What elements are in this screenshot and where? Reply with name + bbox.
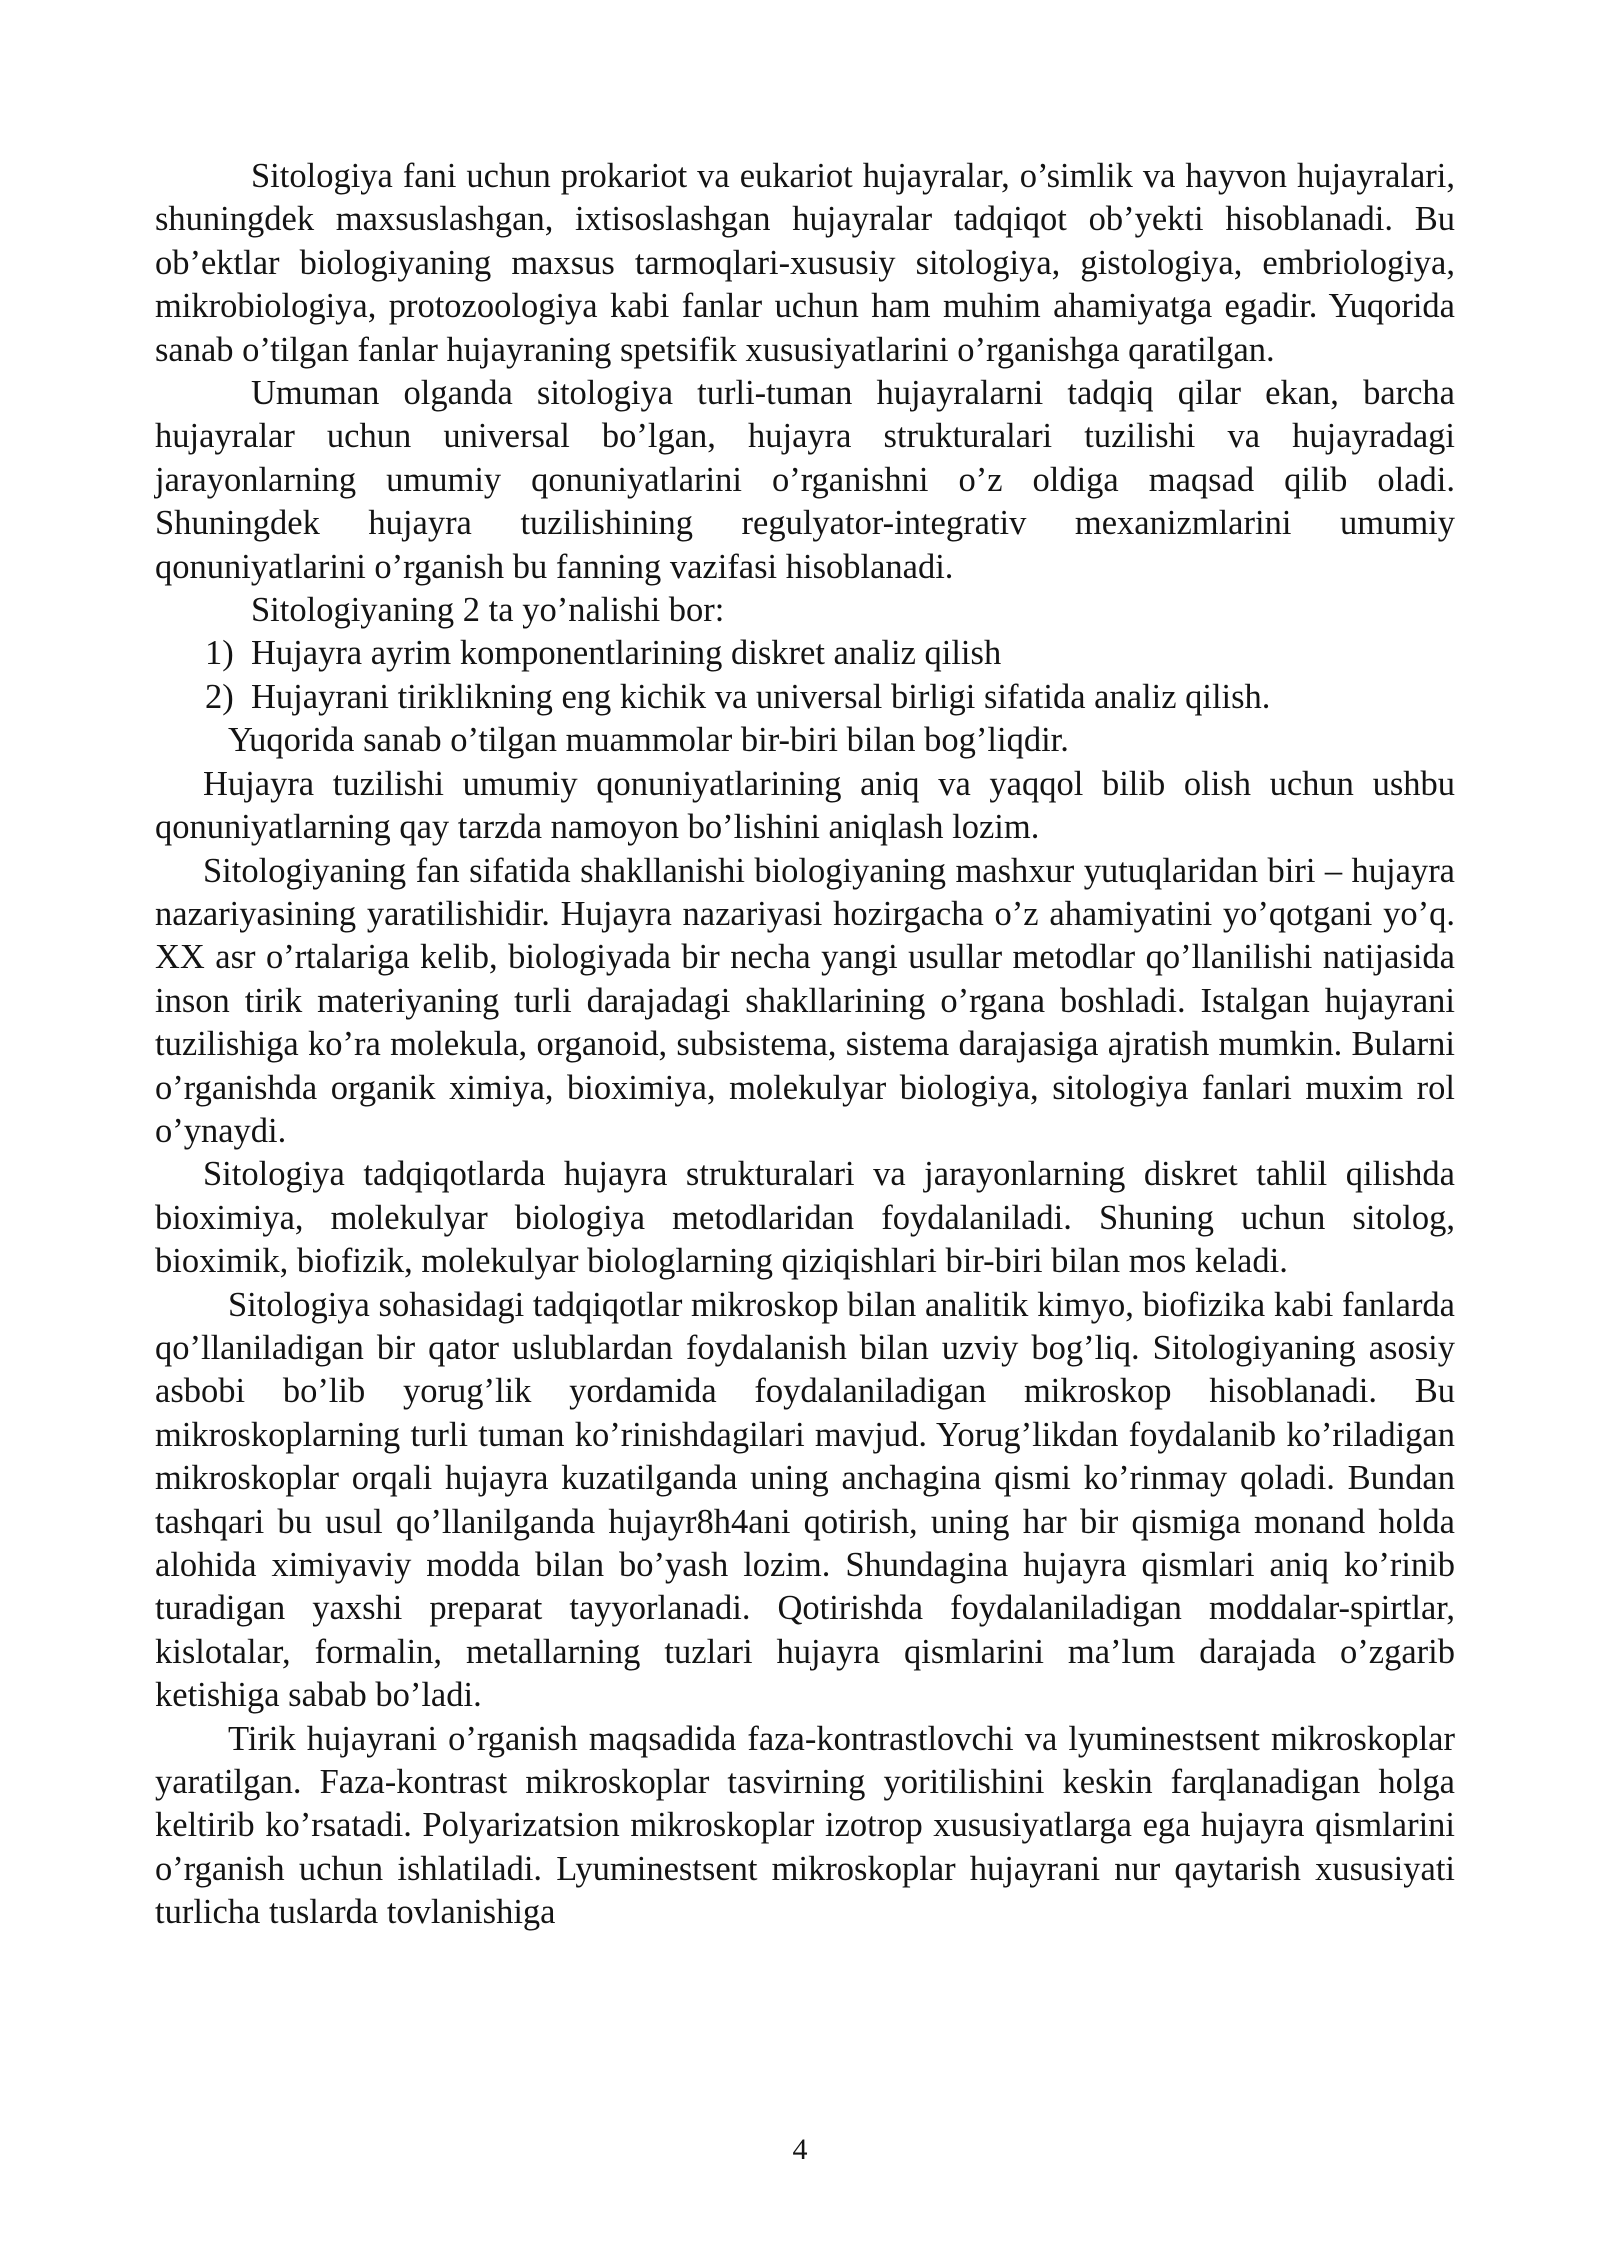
page-number: 4 bbox=[792, 2133, 808, 2166]
paragraph-general-laws: Umuman olganda sitologiya turli-tuman hujayralarni tadqiq qilar ekan, barcha hujayralar uchun universal bo’lgan, hujayra strukturalari tuzilishi va hujayradagi jarayonlarning umumiy qonuniyatlarini o’rganishni o’z oldiga maqsad qilib oladi. Shuningdek hujayra tuzilishining regulyator-integrativ mexanizmlarini umumiy qonuniyatlarini o’rganish bu fanning vazifasi hisoblanadi. bbox=[155, 374, 1455, 586]
paragraph-cell-structure-laws: Hujayra tuzilishi umumiy qonuniyatlarining aniq va yaqqol bilib olish uchun ushbu qonuniyatlarning qay tarzda namoyon bo’lishini aniqlash lozim. bbox=[155, 764, 1455, 847]
paragraph-sitologiya-objects: Sitologiya fani uchun prokariot va eukariot hujayralar, o’simlik va hayvon hujayralari, shuningdek maxsuslashgan, ixtisoslashgan hujayralar tadqiqot ob’yekti hisoblanadi. Bu ob’ektlar biologiyaning maxsus tarmoqlari-xususiy sitologiya, gistologiya, embriologiya, mikrobiologiya, protozoologiya kabi fanlar uchun ham muhim ahamiyatga egadir. Yuqorida sanab o’tilgan fanlar hujayraning spetsifik xususiyatlarini o’rganishga qaratilgan. bbox=[155, 157, 1455, 369]
document-page bbox=[155, 155, 1455, 1935]
paragraph-microscope: Sitologiya sohasidagi tadqiqotlar mikroskop bilan analitik kimyo, biofizika kabi fanlarda qo’llaniladigan bir qator uslublardan foydalanish bilan uzviy bog’liq. Sitologiyaning asosiy asbobi bo’lib yorug’lik yordamida foydalaniladigan mikroskop hisoblanadi. Bu mikroskoplarning turli tuman ko’rinishdagilari mavjud. Yorug’likdan foydalanib ko’riladigan mikroskoplar orqali hujayra kuzatilganda uning anchagina qismi ko’rinmay qoladi. Bundan tashqari bu usul qo’llanilganda hujayr8h4ani qotirish, uning har bir qismiga monand holda alohida ximiyaviy modda bilan bo’yash lozim. Shundagina hujayra qismlari aniq ko’rinib turadigan yaxshi preparat tayyorlanadi. Qotirishda foydalaniladigan moddalar-spirtlar, kislotalar, formalin, metallarning tuzlari hujayra qismlarini ma’lum darajada o’zgarib ketishiga sabab bo’ladi. bbox=[155, 1285, 1455, 1715]
list-item bbox=[155, 676, 1455, 719]
list-text: Hujayrani tiriklikning eng kichik va universal birligi sifatida analiz qilish. bbox=[251, 677, 1271, 716]
paragraph-directions-intro: Sitologiyaning 2 ta yo’nalishi bor: bbox=[251, 591, 725, 630]
paragraph-living-cell: Tirik hujayrani o’rganish maqsadida faza-kontrastlovchi va lyuminestsent mikroskoplar yaratilgan. Faza-kontrast mikroskoplar tasvirning yoritilishini keskin farqlanadigan holga keltirib ko’rsatadi. Polyarizatsion mikroskoplar izotrop xususiyatlarga ega hujayra qismlarini o’rganish uchun ishlatiladi. Lyuminestsent mikroskoplar hujayrani nur qaytarish xususiyati turlicha tuslarda tovlanishiga bbox=[155, 1719, 1455, 1932]
paragraph-research-methods: Sitologiya tadqiqotlarda hujayra strukturalari va jarayonlarning diskret tahlil qilishda bioximiya, molekulyar biologiya metodlaridan foydalaniladi. Shuning uchun sitolog, bioximik, biofizik, molekulyar biologlarning qiziqishlari bir-biri bilan mos keladi. bbox=[155, 1155, 1455, 1281]
list-item bbox=[155, 632, 1455, 675]
list-text: Hujayra ayrim komponentlarining diskret analiz qilish bbox=[251, 634, 1002, 673]
list-number: 1) bbox=[205, 634, 234, 673]
list-number: 2) bbox=[205, 677, 234, 716]
paragraph-cell-theory: Sitologiyaning fan sifatida shakllanishi biologiyaning mashxur yutuqlaridan biri – hujayra nazariyasining yaratilishidir. Hujayra nazariyasi hozirgacha o’z ahamiyatini yo’qotgani yo’q. XX asr o’rtalariga kelib, biologiyada bir necha yangi usullar metodlar qo’llanilishi natijasida inson tirik materiyaning turli darajadagi shakllarining o’rgana boshladi. Istalgan hujayrani tuzilishiga ko’ra molekula, organoid, subsistema, sistema darajasiga ajratish mumkin. Bularni o’rganishda organik ximiya, bioximiya, molekulyar biologiya, sitologiya fanlari muxim rol o’ynaydi. bbox=[155, 851, 1455, 1150]
paragraph-problems-linked: Yuqorida sanab o’tilgan muammolar bir-biri bilan bog’liqdir. bbox=[228, 721, 1069, 760]
